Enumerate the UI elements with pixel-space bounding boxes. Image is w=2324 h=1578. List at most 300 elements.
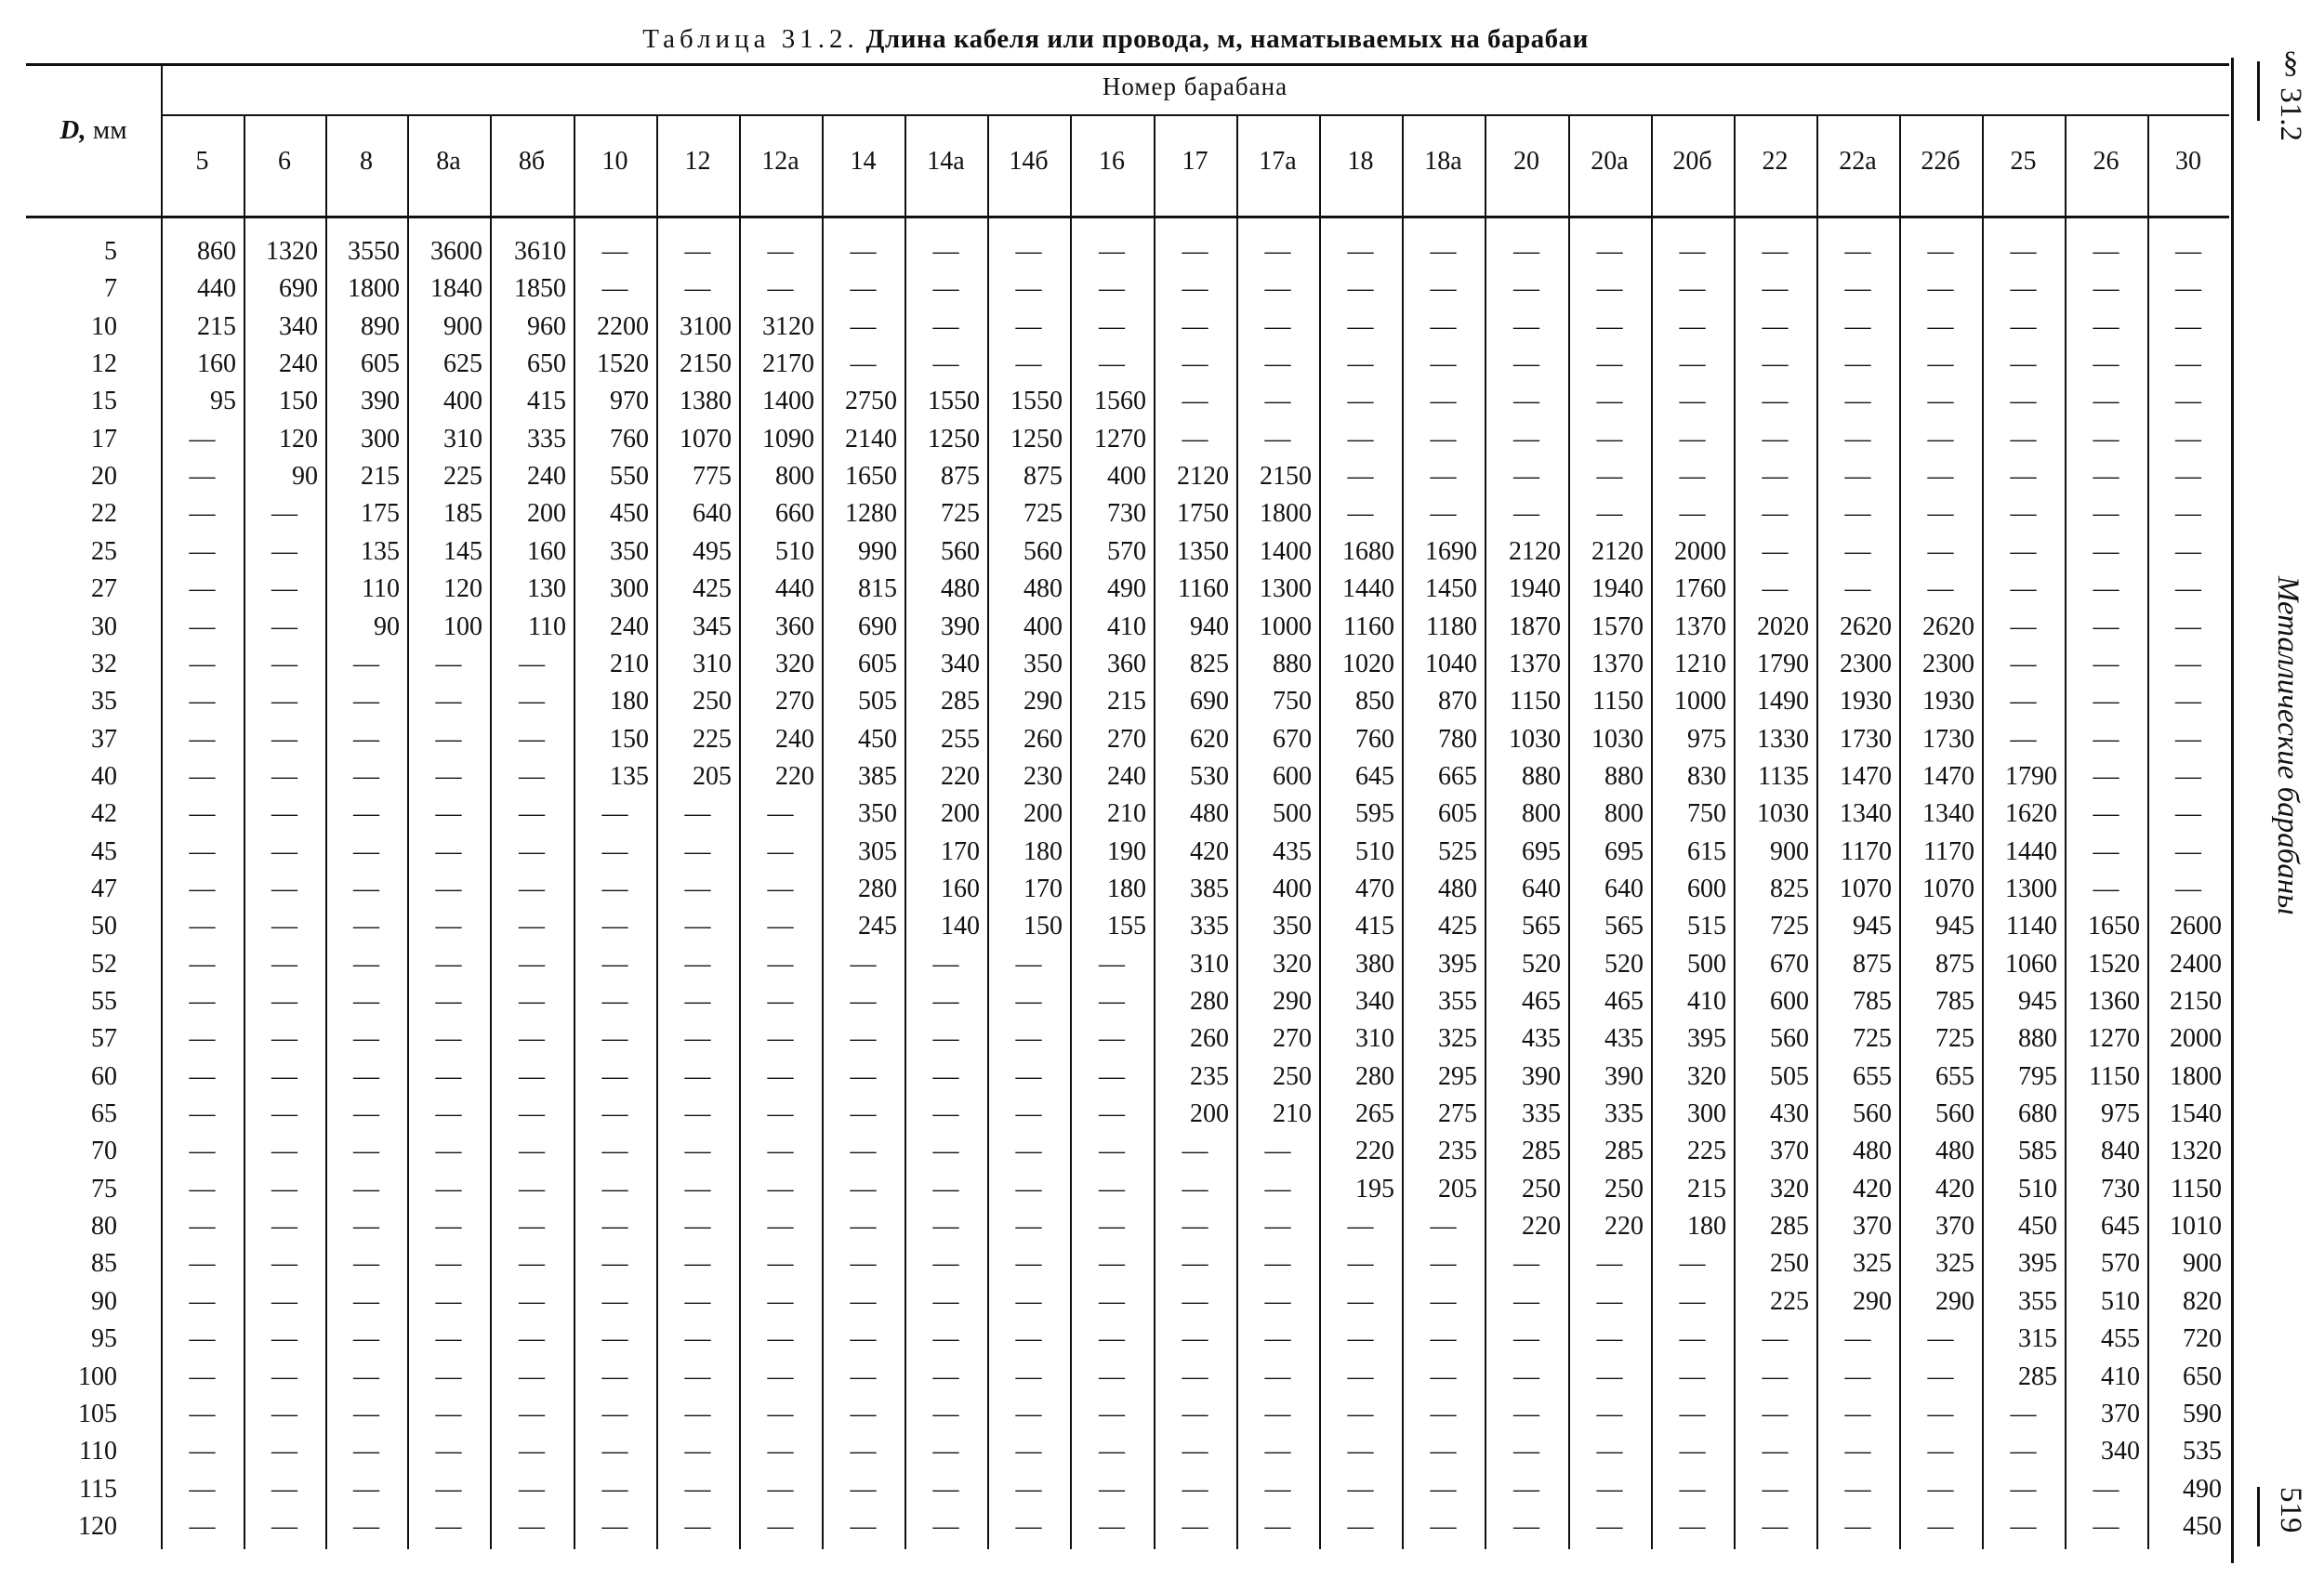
- table-cell: —: [684, 1361, 711, 1391]
- table-cell: —: [1264, 1361, 1291, 1391]
- table-cell: 450: [2018, 1212, 2057, 1242]
- table-cell: 295: [1438, 1061, 1477, 1091]
- table-cell: —: [850, 237, 877, 266]
- table-cell: 820: [2183, 1286, 2222, 1316]
- table-cell: 400: [1023, 611, 1063, 641]
- table-cell: 320: [1687, 1061, 1726, 1091]
- table-cell: —: [519, 687, 545, 717]
- table-cell: —: [1015, 1024, 1042, 1054]
- table-cell: 1450: [1425, 574, 1477, 604]
- table-cell: —: [1927, 1474, 1954, 1504]
- table-cell: —: [1264, 311, 1291, 341]
- table-cell: 2150: [2170, 987, 2222, 1016]
- table-cell: —: [435, 1099, 462, 1129]
- table-cell: —: [932, 1137, 959, 1166]
- table-cell: 605: [858, 649, 897, 678]
- table-cell: 2400: [2170, 949, 2222, 979]
- table-cell: —: [932, 1099, 959, 1129]
- table-cell: —: [519, 1174, 545, 1203]
- table-cell: —: [601, 912, 628, 941]
- table-cell: —: [189, 724, 216, 754]
- row-d-value: 65: [91, 1099, 117, 1129]
- table-cell: 2620: [1840, 611, 1892, 641]
- table-cell: —: [353, 1024, 379, 1054]
- table-cell: —: [932, 1399, 959, 1428]
- table-cell: —: [850, 311, 877, 341]
- table-cell: 1470: [1922, 761, 1974, 791]
- table-cell: —: [1679, 1286, 1706, 1316]
- table-cell: —: [353, 949, 379, 979]
- table-cell: 665: [1438, 761, 1477, 791]
- table-cell: —: [435, 724, 462, 754]
- table-cell: 565: [1604, 912, 1644, 941]
- table-cell: —: [2093, 724, 2119, 754]
- table-cell: 465: [1522, 987, 1561, 1016]
- table-cell: 2000: [1674, 536, 1726, 566]
- table-cell: 250: [1273, 1061, 1312, 1091]
- table-cell: —: [2010, 499, 2037, 529]
- table-cell: —: [1513, 462, 1539, 492]
- table-title-text: Длина кабеля или провода, м, наматываемых на барабаи: [865, 24, 1589, 54]
- table-cell: —: [519, 1361, 545, 1391]
- table-cell: 135: [610, 761, 649, 791]
- table-title-prefix: Таблица 31.2.: [642, 24, 859, 54]
- table-cell: —: [1015, 1474, 1042, 1504]
- table-cell: 1000: [1260, 611, 1312, 641]
- table-cell: 130: [527, 574, 566, 604]
- table-cell: —: [435, 987, 462, 1016]
- table-cell: —: [435, 1361, 462, 1391]
- table-cell: —: [601, 1099, 628, 1129]
- table-cell: —: [2093, 349, 2119, 379]
- table-title: [0, 24, 2231, 55]
- table-cell: —: [684, 1511, 711, 1541]
- table-cell: —: [601, 1286, 628, 1316]
- table-cell: —: [1099, 1024, 1125, 1054]
- table-cell: 1790: [2005, 761, 2057, 791]
- table-cell: —: [1513, 311, 1539, 341]
- table-cell: 1360: [2088, 987, 2140, 1016]
- table-cell: —: [1430, 1474, 1457, 1504]
- table-cell: —: [767, 1249, 794, 1279]
- table-cell: —: [2093, 836, 2119, 866]
- table-cell: —: [1596, 349, 1623, 379]
- table-cell: 725: [1023, 499, 1063, 529]
- table-cell: —: [1762, 1361, 1789, 1391]
- table-cell: 520: [1604, 949, 1644, 979]
- table-cell: 410: [1107, 611, 1146, 641]
- table-cell: —: [2093, 424, 2119, 454]
- row-d-value: 22: [91, 499, 117, 529]
- table-cell: —: [2093, 274, 2119, 304]
- table-cell: 335: [527, 424, 566, 454]
- table-cell: —: [2010, 536, 2037, 566]
- table-cell: —: [271, 574, 297, 604]
- table-cell: —: [1844, 574, 1871, 604]
- table-cell: 1150: [1592, 687, 1644, 717]
- table-cell: 480: [1853, 1137, 1892, 1166]
- table-cell: 210: [1107, 799, 1146, 829]
- table-cell: 1150: [1510, 687, 1561, 717]
- row-d-value: 17: [91, 424, 117, 454]
- column-header: 8: [360, 147, 373, 176]
- table-cell: —: [1844, 1511, 1871, 1541]
- table-cell: —: [1762, 1511, 1789, 1541]
- table-cell: —: [189, 1474, 216, 1504]
- table-cell: 340: [1355, 987, 1394, 1016]
- table-cell: —: [601, 949, 628, 979]
- table-cell: 510: [2018, 1174, 2057, 1203]
- table-cell: —: [1430, 387, 1457, 416]
- table-cell: 385: [1190, 874, 1229, 903]
- table-cell: —: [1264, 387, 1291, 416]
- table-cell: —: [1264, 237, 1291, 266]
- table-cell: —: [1513, 349, 1539, 379]
- table-cell: —: [435, 949, 462, 979]
- table-cell: —: [271, 1174, 297, 1203]
- table-cell: —: [1264, 1137, 1291, 1166]
- table-cell: 1140: [2006, 912, 2057, 941]
- table-cell: 285: [1522, 1137, 1561, 1166]
- table-cell: 245: [858, 912, 897, 941]
- table-cell: 605: [361, 349, 400, 379]
- table-cell: 875: [1023, 462, 1063, 492]
- table-cell: —: [519, 987, 545, 1016]
- table-cell: 385: [858, 761, 897, 791]
- table-cell: 390: [361, 387, 400, 416]
- column-header: 8б: [518, 147, 546, 176]
- table-cell: 340: [2101, 1437, 2140, 1466]
- table-cell: —: [2093, 1511, 2119, 1541]
- table-cell: 1490: [1757, 687, 1809, 717]
- table-cell: —: [1015, 274, 1042, 304]
- table-cell: 1250: [928, 424, 980, 454]
- table-cell: 420: [1935, 1174, 1974, 1203]
- table-cell: —: [932, 237, 959, 266]
- table-cell: —: [1762, 1474, 1789, 1504]
- column-header: 5: [195, 147, 209, 176]
- table-cell: —: [601, 1212, 628, 1242]
- table-cell: 1270: [2088, 1024, 2140, 1054]
- table-cell: 180: [1107, 874, 1146, 903]
- table-cell: 490: [1107, 574, 1146, 604]
- table-cell: —: [1264, 1437, 1291, 1466]
- table-cell: —: [1015, 1437, 1042, 1466]
- table-cell: —: [1430, 1361, 1457, 1391]
- table-cell: —: [1844, 237, 1871, 266]
- table-cell: —: [1513, 1286, 1539, 1316]
- table-cell: 400: [443, 387, 482, 416]
- table-cell: 250: [1522, 1174, 1561, 1203]
- table-cell: —: [271, 687, 297, 717]
- table-cell: —: [519, 912, 545, 941]
- table-cell: —: [271, 949, 297, 979]
- table-cell: —: [767, 874, 794, 903]
- table-cell: —: [189, 1212, 216, 1242]
- column-header: 12а: [761, 147, 799, 176]
- table-cell: —: [2093, 874, 2119, 903]
- table-cell: —: [767, 912, 794, 941]
- table-cell: —: [2093, 237, 2119, 266]
- table-cell: 170: [941, 836, 980, 866]
- table-cell: 645: [1355, 761, 1394, 791]
- table-cell: 730: [2101, 1174, 2140, 1203]
- table-cell: —: [2175, 836, 2201, 866]
- table-cell: —: [1679, 1474, 1706, 1504]
- table-cell: —: [850, 1061, 877, 1091]
- table-cell: —: [1679, 1511, 1706, 1541]
- column-header: 20б: [1672, 147, 1712, 176]
- table-cell: —: [1099, 311, 1125, 341]
- table-cell: 900: [2183, 1249, 2222, 1279]
- table-cell: —: [767, 237, 794, 266]
- table-cell: —: [519, 874, 545, 903]
- table-cell: —: [189, 1437, 216, 1466]
- table-cell: —: [850, 1174, 877, 1203]
- page-number: 519: [2274, 1487, 2307, 1533]
- table-cell: 270: [775, 687, 814, 717]
- table-cell: —: [601, 1137, 628, 1166]
- table-cell: —: [1182, 424, 1208, 454]
- table-cell: —: [767, 949, 794, 979]
- table-cell: 140: [941, 912, 980, 941]
- table-cell: —: [271, 1212, 297, 1242]
- table-cell: —: [1099, 237, 1125, 266]
- table-cell: 670: [1273, 724, 1312, 754]
- table-cell: 340: [279, 311, 318, 341]
- table-cell: —: [353, 1137, 379, 1166]
- table-cell: —: [1844, 536, 1871, 566]
- table-cell: 220: [775, 761, 814, 791]
- table-cell: —: [932, 1437, 959, 1466]
- table-cell: —: [189, 1099, 216, 1129]
- table-cell: 200: [527, 499, 566, 529]
- table-cell: 520: [1522, 949, 1561, 979]
- table-cell: —: [1182, 1137, 1208, 1166]
- table-cell: —: [850, 349, 877, 379]
- table-cell: 1370: [1674, 611, 1726, 641]
- table-cell: —: [2175, 874, 2201, 903]
- table-cell: —: [767, 1174, 794, 1203]
- table-cell: —: [2175, 274, 2201, 304]
- table-cell: —: [1347, 462, 1374, 492]
- table-cell: 850: [1355, 687, 1394, 717]
- table-cell: —: [850, 1324, 877, 1354]
- table-cell: 205: [693, 761, 732, 791]
- table-cell: —: [1844, 1437, 1871, 1466]
- table-cell: 450: [610, 499, 649, 529]
- table-cell: —: [519, 799, 545, 829]
- table-cell: —: [1927, 1399, 1954, 1428]
- row-d-value: 75: [91, 1174, 117, 1203]
- row-d-value: 47: [91, 874, 117, 903]
- table-cell: —: [189, 1061, 216, 1091]
- table-cell: —: [850, 1511, 877, 1541]
- table-cell: 2200: [597, 311, 649, 341]
- table-cell: 250: [1770, 1249, 1809, 1279]
- table-cell: —: [1596, 462, 1623, 492]
- table-cell: 1570: [1591, 611, 1644, 641]
- table-cell: 90: [292, 462, 318, 492]
- table-cell: —: [435, 1437, 462, 1466]
- table-cell: —: [1762, 1437, 1789, 1466]
- table-cell: —: [767, 1361, 794, 1391]
- table-cell: 400: [1273, 874, 1312, 903]
- table-cell: —: [684, 1399, 711, 1428]
- table-cell: 780: [1438, 724, 1477, 754]
- table-cell: —: [1430, 1249, 1457, 1279]
- table-cell: 2120: [1591, 536, 1644, 566]
- table-cell: —: [601, 836, 628, 866]
- table-cell: 225: [1770, 1286, 1809, 1316]
- table-cell: 3550: [348, 237, 400, 266]
- table-cell: 1340: [1922, 799, 1974, 829]
- table-cell: —: [850, 949, 877, 979]
- table-cell: —: [1762, 237, 1789, 266]
- table-cell: —: [519, 724, 545, 754]
- table-cell: 180: [1687, 1212, 1726, 1242]
- table-cell: —: [1099, 1212, 1125, 1242]
- table-cell: 1135: [1758, 761, 1809, 791]
- table-cell: —: [189, 574, 216, 604]
- table-cell: 725: [1853, 1024, 1892, 1054]
- table-cell: —: [850, 1137, 877, 1166]
- table-cell: —: [767, 1324, 794, 1354]
- table-cell: —: [932, 1061, 959, 1091]
- table-cell: —: [1347, 1399, 1374, 1428]
- table-cell: 430: [1770, 1099, 1809, 1129]
- table-cell: 695: [1522, 836, 1561, 866]
- table-cell: 3610: [514, 237, 566, 266]
- table-cell: —: [601, 274, 628, 304]
- table-cell: 1160: [1343, 611, 1394, 641]
- table-cell: 880: [1522, 761, 1561, 791]
- table-cell: —: [353, 1399, 379, 1428]
- section-mark: § 31.2: [2274, 46, 2307, 141]
- table-cell: —: [1347, 1324, 1374, 1354]
- table-cell: 565: [1522, 912, 1561, 941]
- row-d-value: 100: [78, 1361, 117, 1391]
- table-cell: 600: [1273, 761, 1312, 791]
- table-cell: —: [271, 1474, 297, 1504]
- table-cell: —: [850, 1474, 877, 1504]
- table-cell: —: [1762, 574, 1789, 604]
- row-d-value: 110: [79, 1437, 117, 1466]
- table-cell: 420: [1190, 836, 1229, 866]
- table-cell: —: [2010, 687, 2037, 717]
- table-cell: —: [271, 836, 297, 866]
- table-cell: —: [519, 1399, 545, 1428]
- table-cell: —: [189, 912, 216, 941]
- table-cell: 640: [1522, 874, 1561, 903]
- table-cell: —: [189, 649, 216, 678]
- table-cell: 875: [1935, 949, 1974, 979]
- table-cell: —: [1015, 949, 1042, 979]
- table-cell: —: [850, 1024, 877, 1054]
- table-cell: —: [1762, 387, 1789, 416]
- table-cell: —: [1679, 462, 1706, 492]
- table-cell: —: [932, 1324, 959, 1354]
- row-d-value: 30: [91, 611, 117, 641]
- table-cell: —: [189, 799, 216, 829]
- table-cell: —: [519, 761, 545, 791]
- table-cell: —: [932, 1361, 959, 1391]
- table-cell: 410: [2101, 1361, 2140, 1391]
- table-cell: —: [189, 1249, 216, 1279]
- table-cell: 560: [1935, 1099, 1974, 1129]
- table-cell: —: [767, 1511, 794, 1541]
- table-cell: —: [1347, 1212, 1374, 1242]
- table-cell: 3100: [680, 311, 732, 341]
- table-cell: —: [1430, 237, 1457, 266]
- column-header: 30: [2175, 147, 2201, 176]
- table-cell: —: [1182, 1474, 1208, 1504]
- row-d-value: 90: [91, 1286, 117, 1316]
- table-cell: —: [2010, 611, 2037, 641]
- table-cell: —: [1844, 311, 1871, 341]
- table-cell: 1690: [1425, 536, 1477, 566]
- table-cell: 360: [775, 611, 814, 641]
- table-cell: —: [1182, 1399, 1208, 1428]
- row-d-value: 37: [91, 724, 117, 754]
- table-cell: 1550: [928, 387, 980, 416]
- table-cell: 240: [610, 611, 649, 641]
- table-cell: 660: [775, 499, 814, 529]
- table-cell: —: [435, 1174, 462, 1203]
- table-cell: —: [1927, 311, 1954, 341]
- table-cell: —: [932, 274, 959, 304]
- table-cell: 1170: [1923, 836, 1974, 866]
- table-cell: —: [189, 761, 216, 791]
- table-cell: —: [1596, 311, 1623, 341]
- table-cell: 640: [693, 499, 732, 529]
- table-cell: —: [684, 1286, 711, 1316]
- row-d-value: 55: [91, 987, 117, 1016]
- table-cell: —: [271, 987, 297, 1016]
- table-cell: 1400: [1260, 536, 1312, 566]
- table-cell: 815: [858, 574, 897, 604]
- table-cell: —: [1015, 1324, 1042, 1354]
- column-header: 17а: [1259, 147, 1297, 176]
- table-cell: 945: [2018, 987, 2057, 1016]
- table-cell: —: [2175, 649, 2201, 678]
- table-cell: 1620: [2005, 799, 2057, 829]
- table-cell: —: [850, 1286, 877, 1316]
- table-cell: 2170: [762, 349, 814, 379]
- table-cell: —: [1182, 311, 1208, 341]
- table-cell: 100: [443, 611, 482, 641]
- table-cell: —: [1347, 1361, 1374, 1391]
- table-cell: —: [601, 1324, 628, 1354]
- row-d-value: 80: [91, 1212, 117, 1242]
- table-cell: —: [353, 687, 379, 717]
- table-cell: —: [1347, 311, 1374, 341]
- table-cell: 875: [1853, 949, 1892, 979]
- table-cell: —: [271, 1024, 297, 1054]
- table-cell: 465: [1604, 987, 1644, 1016]
- table-cell: —: [1513, 499, 1539, 529]
- table-cell: 1520: [597, 349, 649, 379]
- table-cell: —: [601, 1174, 628, 1203]
- column-header: 12: [684, 147, 711, 176]
- table-cell: 875: [941, 462, 980, 492]
- table-cell: —: [1099, 1361, 1125, 1391]
- table-cell: —: [1347, 274, 1374, 304]
- table-cell: —: [850, 274, 877, 304]
- table-cell: 260: [1190, 1024, 1229, 1054]
- table-cell: —: [1513, 1399, 1539, 1428]
- table-cell: 1800: [348, 274, 400, 304]
